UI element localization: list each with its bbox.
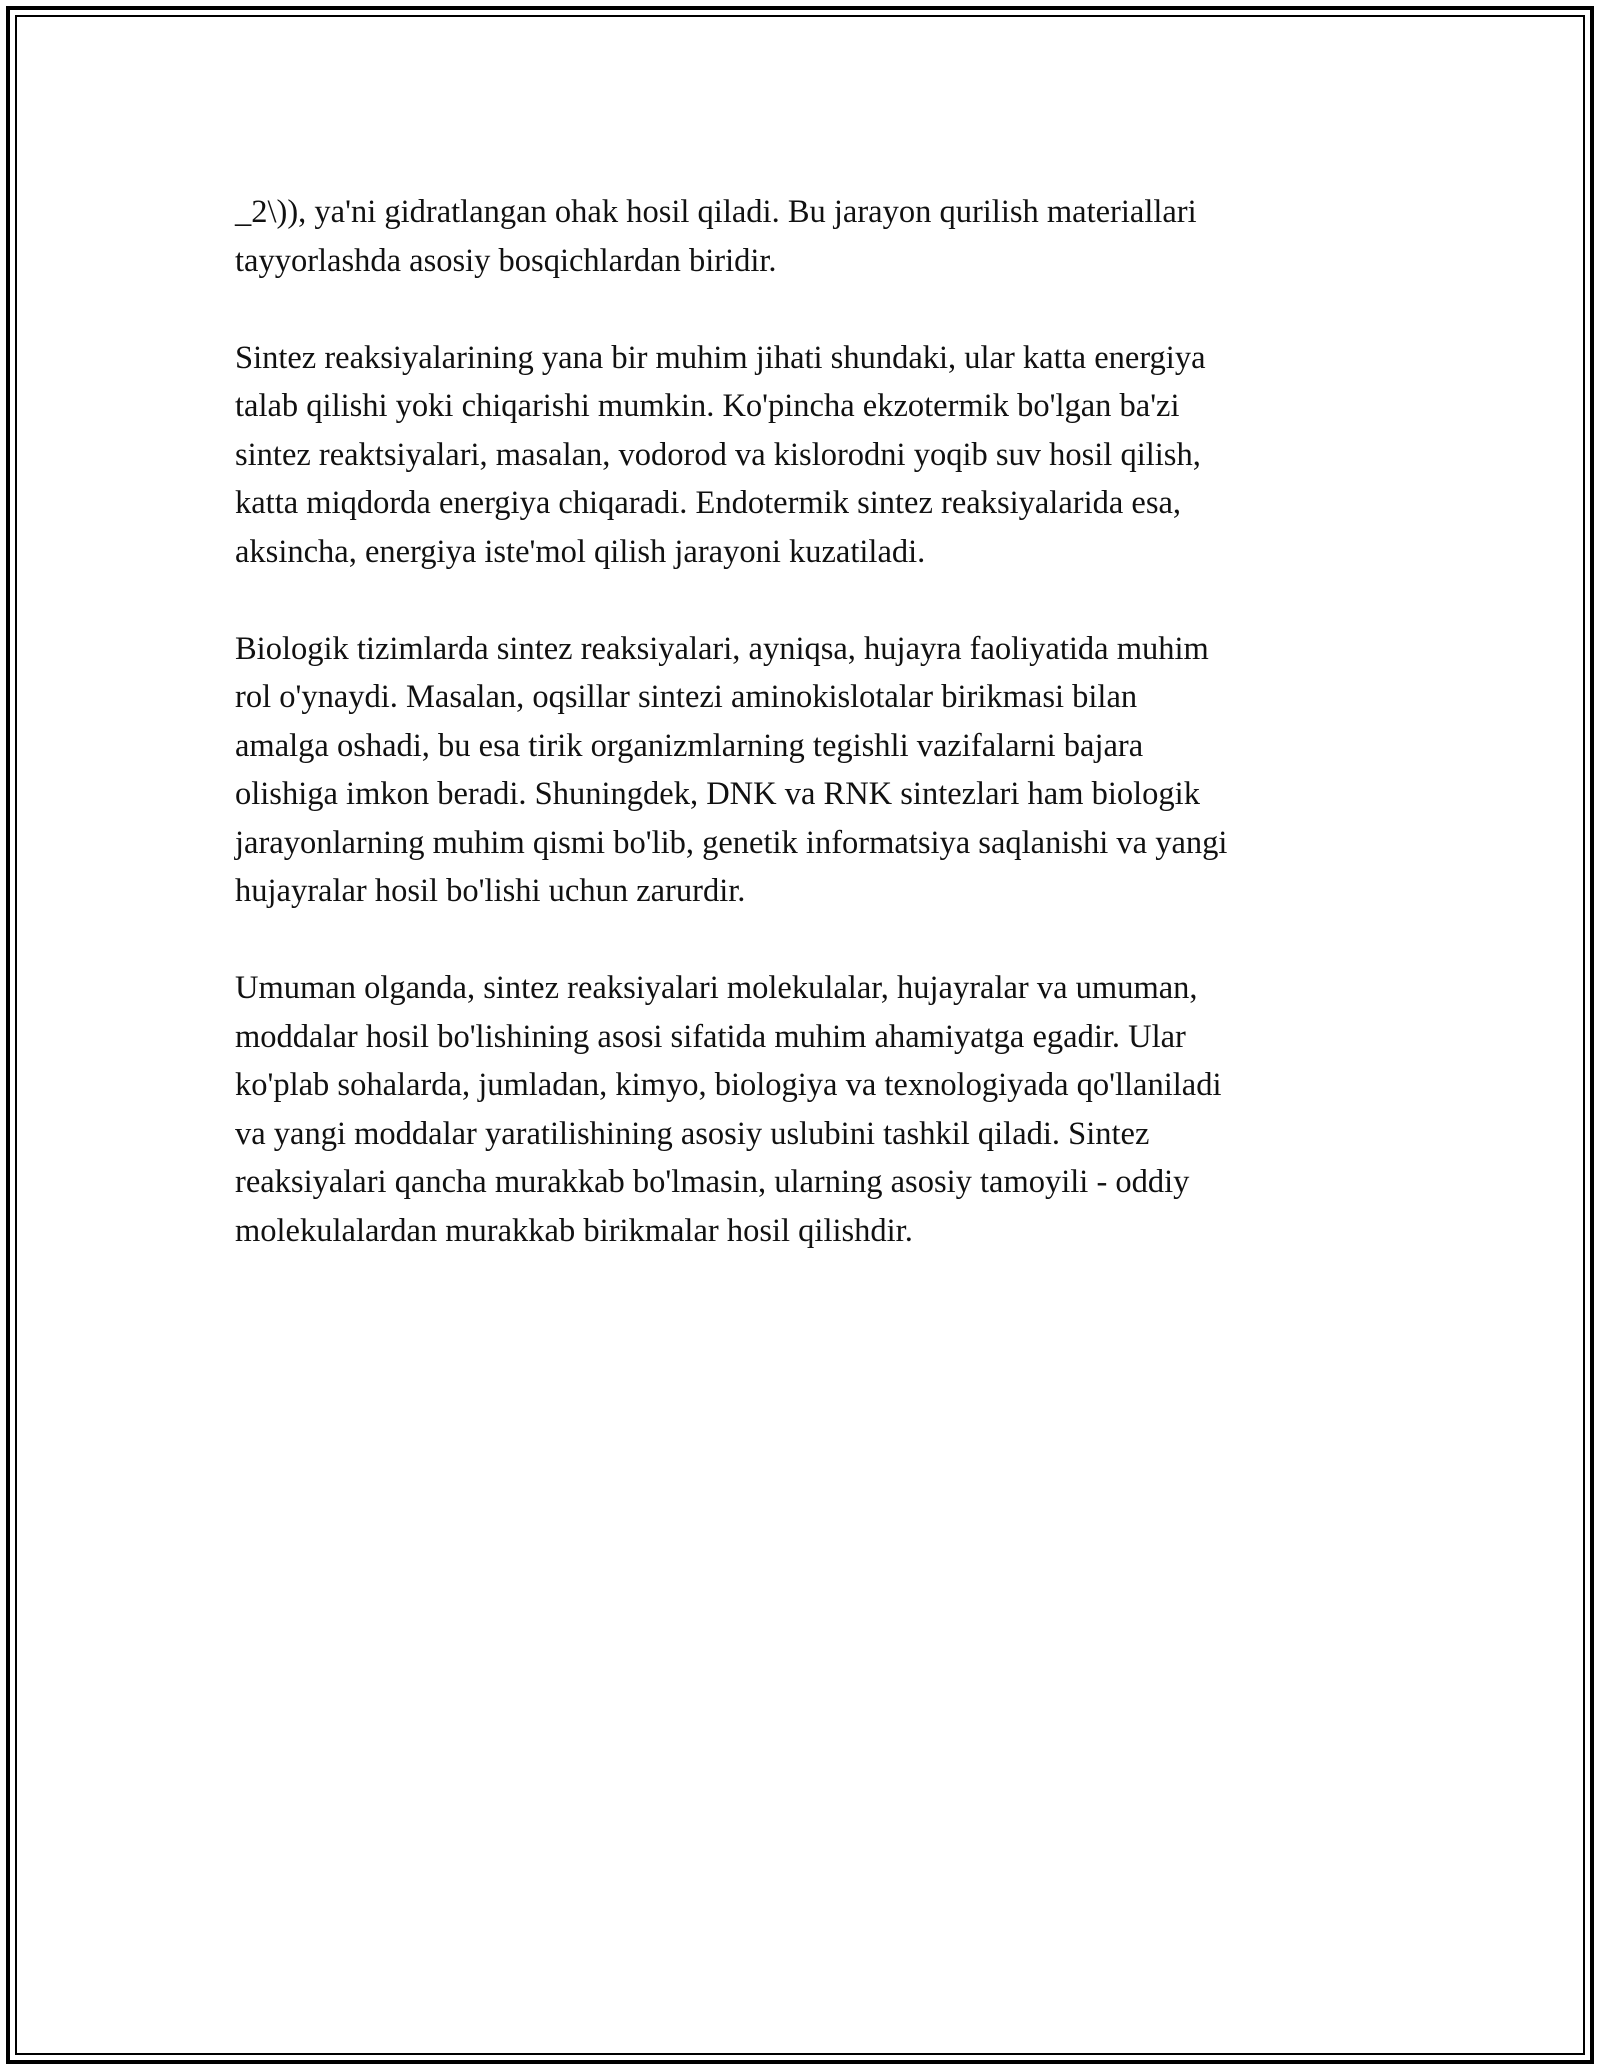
text-line: sintez reaktsiyalari, masalan, vodorod va kislorodni yoqib suv hosil qilish, bbox=[235, 436, 1201, 473]
text-line: rol o'ynaydi. Masalan, oqsillar sintezi aminokislotalar birikmasi bilan bbox=[235, 679, 1138, 715]
text-line: katta miqdorda energiya chiqaradi. Endotermik sintez reaksiyalarida esa, bbox=[235, 485, 1182, 521]
text-line: moddalar hosil bo'lishining asosi sifatida muhim ahamiyatga egadir. Ular bbox=[235, 1018, 1186, 1055]
paragraph-4 bbox=[235, 964, 1375, 1255]
text-line: tayyorlashda asosiy bosqichlardan biridir. bbox=[235, 242, 777, 279]
text-line: Umuman olganda, sintez reaksiyalari molekulalar, hujayralar va umuman, bbox=[235, 970, 1198, 1006]
text-line: amalga oshadi, bu esa tirik organizmlarning tegishli vazifalarni bajara bbox=[235, 727, 1144, 764]
text-line: Biologik tizimlarda sintez reaksiyalari, ayniqsa, hujayra faoliyatida muhim bbox=[235, 630, 1209, 667]
text-line: Sintez reaksiyalarining yana bir muhim jihati shundaki, ular katta energiya bbox=[235, 339, 1206, 376]
text-line: talab qilishi yoki chiqarishi mumkin. Ko'pincha ekzotermik bo'lgan ba'zi bbox=[235, 388, 1180, 424]
text-line: jarayonlarning muhim qismi bo'lib, genetik informatsiya saqlanishi va yangi bbox=[235, 824, 1228, 861]
paragraph-3 bbox=[235, 625, 1375, 916]
paragraph-1 bbox=[235, 188, 1375, 285]
text-line: va yangi moddalar yaratilishining asosiy uslubini tashkil qiladi. Sintez bbox=[235, 1115, 1150, 1152]
paragraph-2 bbox=[235, 334, 1375, 577]
text-line: _2\)), ya'ni gidratlangan ohak hosil qiladi. Bu jarayon qurilish materiallari bbox=[235, 194, 1197, 230]
text-line: olishiga imkon beradi. Shuningdek, DNK va RNK sintezlari ham biologik bbox=[235, 776, 1200, 812]
document-body bbox=[235, 188, 1375, 1304]
text-line: molekulalardan murakkab birikmalar hosil qilishdir. bbox=[235, 1212, 913, 1249]
text-line: reaksiyalari qancha murakkab bo'lmasin, ularning asosiy tamoyili - oddiy bbox=[235, 1164, 1190, 1200]
text-line: hujayralar hosil bo'lishi uchun zarurdir. bbox=[235, 873, 746, 909]
text-line: aksincha, energiya iste'mol qilish jarayoni kuzatiladi. bbox=[235, 533, 926, 570]
text-line: ko'plab sohalarda, jumladan, kimyo, biologiya va texnologiyada qo'llaniladi bbox=[235, 1067, 1222, 1103]
